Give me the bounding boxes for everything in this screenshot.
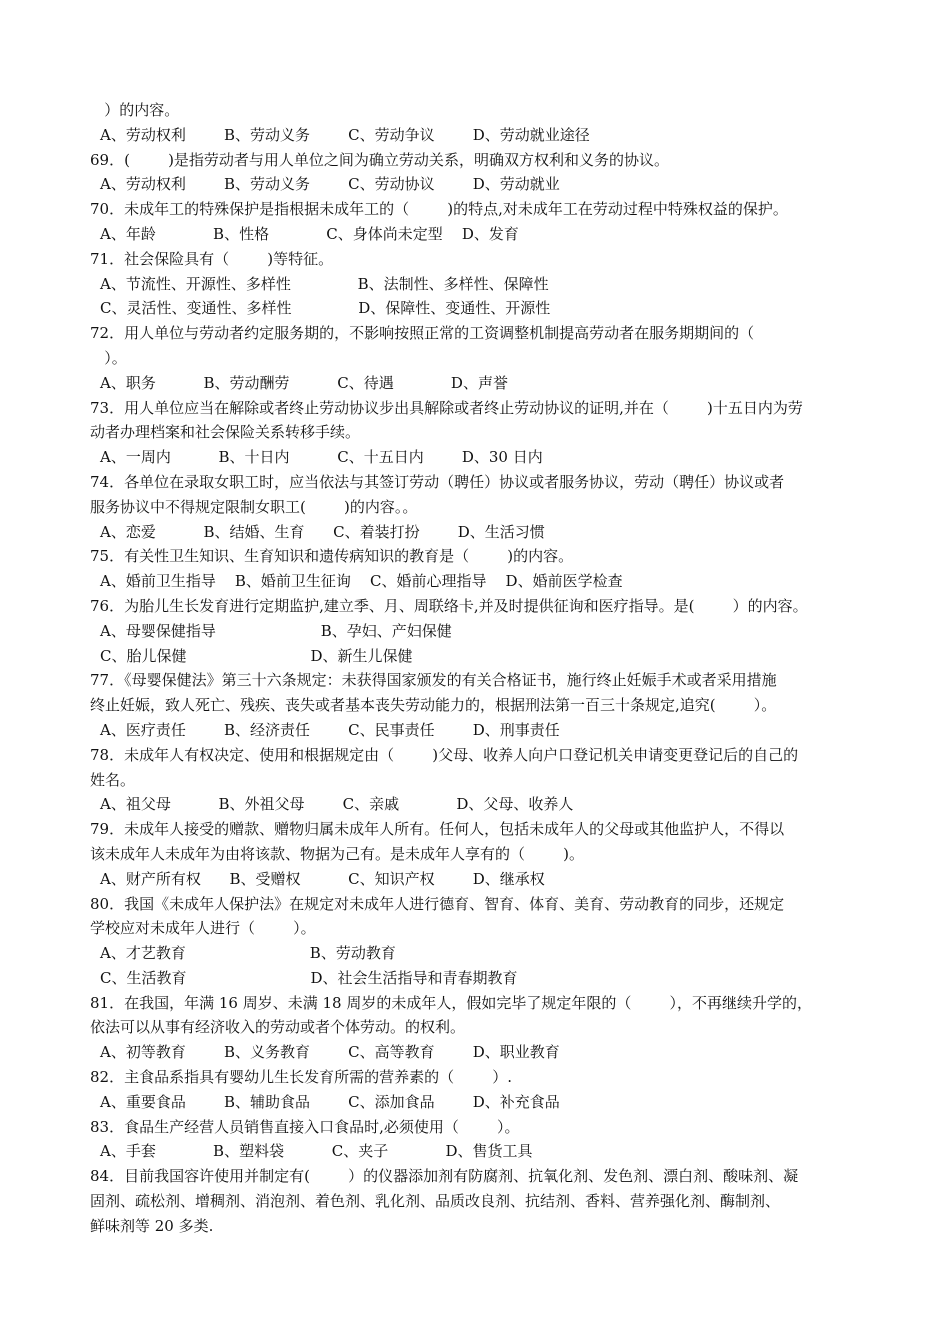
answer-options-line: A、重要食品 B、辅助食品 C、添加食品 D、补充食品 (100, 1092, 560, 1111)
question-text-line: 学校应对未成年人进行（ ）。 (90, 919, 316, 938)
answer-options-line: C、灵活性、变通性、多样性 D、保障性、变通性、开源性 (100, 299, 551, 318)
question-text-line: 服务协议中不得规定限制女职工( )的内容。。 (90, 497, 418, 516)
question-text-line: 79．未成年人接受的赠款、赠物归属未成年人所有。任何人，包括未成年人的父母或其他监护人，不得以 (90, 820, 785, 839)
question-text-line: 83．食品生产经营人员销售直接入口食品时,必须使用（ ）。 (90, 1117, 520, 1136)
question-text-line: 84．目前我国容许使用并制定有( ）的仪器添加剂有防腐剂、抗氧化剂、发色剂、漂白剂、酸味剂、凝 (90, 1167, 799, 1186)
question-text-line: 70．未成年工的特殊保护是指根据未成年工的（ )的特点,对未成年工在劳动过程中特殊权益的保护。 (90, 200, 788, 219)
answer-options-line: A、初等教育 B、义务教育 C、高等教育 D、职业教育 (100, 1043, 560, 1062)
question-text-line: 72．用人单位与劳动者约定服务期的，不影响按照正常的工资调整机制提高劳动者在服务期期间的（ (90, 324, 755, 343)
question-text-line: 姓名。 (90, 770, 136, 789)
question-text-line: 76．为胎儿生长发育进行定期监护,建立季、月、周联络卡,并及时提供征询和医疗指导。是( ）的内容。 (90, 596, 808, 615)
question-text-line: 73．用人单位应当在解除或者终止劳动协议步出具解除或者终止劳动协议的证明,并在（ )十五日内为劳 (90, 398, 803, 417)
question-text-line: 81．在我国，年满 16 周岁、未满 18 周岁的未成年人，假如完毕了规定年限的（ ），不再继续升学的， (90, 993, 812, 1012)
answer-options-line: A、年龄 B、性格 C、身体尚未定型 D、发育 (100, 224, 519, 243)
answer-options-line: A、节流性、开源性、多样性 B、法制性、多样性、保障性 (100, 274, 549, 293)
answer-options-line: A、一周内 B、十日内 C、十五日内 D、30 日内 (100, 448, 543, 467)
question-text-line: 动者办理档案和社会保险关系转移手续。 (90, 423, 361, 442)
question-text-line: 77．《母婴保健法》第三十六条规定：未获得国家颁发的有关合格证书，施行终止妊娠手术或者采用措施 (90, 671, 777, 690)
answer-options-line: A、恋爱 B、结婚、生育 C、着装打扮 D、生活习惯 (100, 522, 545, 541)
answer-options-line: A、医疗责任 B、经济责任 C、民事责任 D、刑事责任 (100, 720, 560, 739)
answer-options-line: C、生活教育 D、社会生活指导和青春期教育 (100, 968, 518, 987)
question-list (90, 98, 880, 1239)
answer-options-line: A、婚前卫生指导 B、婚前卫生征询 C、婚前心理指导 D、婚前医学检查 (100, 572, 623, 591)
answer-options-line: A、母婴保健指导 B、孕妇、产妇保健 (100, 621, 452, 640)
answer-options-line: A、手套 B、塑料袋 C、夹子 D、售货工具 (100, 1142, 533, 1161)
question-text-line: ）的内容。 (90, 101, 180, 119)
answer-options-line: A、财产所有权 B、受赠权 C、知识产权 D、继承权 (100, 869, 545, 888)
answer-options-line: A、才艺教育 B、劳动教育 (100, 944, 396, 963)
answer-options-line: A、劳动权利 B、劳动义务 C、劳动争议 D、劳动就业途径 (100, 125, 590, 144)
answer-options-line: A、职务 B、劳动酬劳 C、待遇 D、声誉 (100, 373, 508, 392)
question-text-line: 依法可以从事有经济收入的劳动或者个体劳动。的权利。 (90, 1018, 466, 1037)
question-text-line: 鲜味剂等 20 多类. (90, 1216, 214, 1235)
question-text-line: 固剂、疏松剂、增稠剂、消泡剂、着色剂、乳化剂、品质改良剂、抗结剂、香料、营养强化剂、酶制剂、 (90, 1192, 781, 1211)
question-text-line: ）。 (90, 348, 127, 367)
question-text-line: 终止妊娠，致人死亡、残疾、丧失或者基本丧失劳动能力的，根据刑法第一百三十条规定,追究( ）。 (90, 696, 777, 715)
question-text-line: 69．( )是指劳动者与用人单位之间为确立劳动关系，明确双方权利和义务的协议。 (90, 150, 669, 169)
question-text-line: 82．主食品系指具有婴幼儿生长发育所需的营养素的（ ）. (90, 1068, 513, 1087)
answer-options-line: A、祖父母 B、外祖父母 C、亲戚 D、父母、收养人 (100, 795, 574, 814)
question-text-line: 71．社会保险具有（ )等特征。 (90, 249, 334, 268)
answer-options-line: A、劳动权利 B、劳动义务 C、劳动协议 D、劳动就业 (100, 175, 560, 194)
question-text-line: 75．有关性卫生知识、生育知识和遗传病知识的教育是（ )的内容。 (90, 547, 574, 566)
question-text-line: 该未成年人未成年为由将该款、物据为己有。是未成年人享有的（ )。 (90, 844, 584, 863)
question-text-line: 80．我国《未成年人保护法》在规定对未成年人进行德育、智育、体育、美育、劳动教育的同步，还规定 (90, 894, 785, 913)
answer-options-line: C、胎儿保健 D、新生儿保健 (100, 646, 413, 665)
question-text-line: 74．各单位在录取女职工时，应当依法与其签订劳动（聘任）协议或者服务协议，劳动（聘任）协议或者 (90, 472, 785, 491)
question-text-line: 78．未成年人有权决定、使用和根据规定由（ )父母、收养人向户口登记机关申请变更登记后的自己的 (90, 745, 799, 764)
